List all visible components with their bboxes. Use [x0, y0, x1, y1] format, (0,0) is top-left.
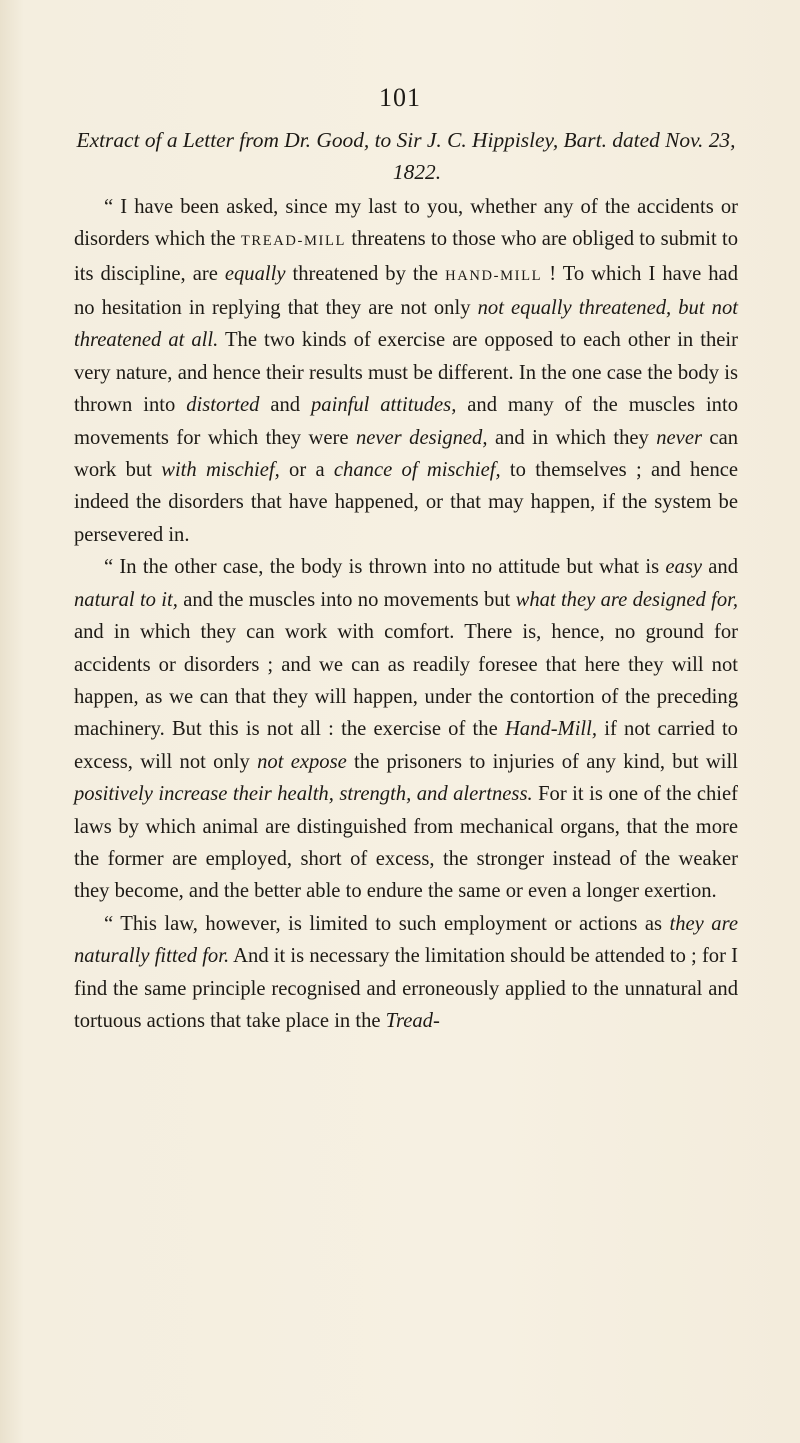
- text-run: threatened by the: [285, 262, 446, 285]
- text-run: “ I have been asked, since my last to you, whether any of the accidents or disorders which the: [74, 195, 738, 251]
- text-run: and in which they: [487, 426, 657, 449]
- text-run: and: [259, 394, 311, 417]
- text-run: and many of the muscles into movements for which they were: [74, 394, 738, 449]
- italic-run: not equally threatened, but not threatened at all.: [74, 297, 738, 352]
- text-run: or a: [279, 459, 334, 482]
- text-run: to themselves ; and hence indeed the disorders that have happened, or that may happen, if the system be persevered in.: [74, 459, 739, 546]
- italic-run: Hand-Mill,: [504, 718, 598, 741]
- italic-run: painful attitudes,: [311, 394, 457, 417]
- text-run: threatens to those who are obliged to submit to its discipline, are: [74, 228, 738, 285]
- italic-run: natural to it,: [74, 588, 178, 611]
- italic-run: easy: [665, 556, 702, 579]
- text-run: “ This law, however, is limited to such employment or actions as: [104, 912, 670, 935]
- page-body: [74, 124, 738, 1037]
- text-run: and: [701, 556, 738, 579]
- italic-run: they are naturally fitted for.: [74, 912, 738, 968]
- text-run: can work but: [74, 426, 739, 482]
- italic-run: never designed,: [355, 426, 488, 449]
- paragraph-2: [74, 551, 738, 907]
- text-run: And it is necessary the limitation should be attended to ; for I find the same principle recognised and erroneously applied to the unnatural and tortuous actions that take place in the: [74, 945, 739, 1032]
- italic-run: never: [656, 426, 702, 449]
- italic-run: what they are designed for,: [515, 588, 739, 611]
- letter-heading: Extract of a Letter from Dr. Good, to Sir J. C. Hippisley, Bart. dated Nov. 23, 1822.: [76, 128, 736, 185]
- italic-run: equally: [224, 262, 286, 285]
- italic-run: chance of mischief,: [333, 459, 501, 482]
- page-number: 101: [379, 83, 421, 112]
- text-run: ! To which I have had no hesitation in replying that they are not only: [74, 262, 738, 320]
- italic-run: with mischief,: [161, 459, 280, 482]
- small-caps-run: TREAD-MILL: [240, 233, 347, 250]
- italic-run: positively increase their health, strength, and alertness.: [74, 783, 533, 806]
- small-caps-run: HAND-MILL: [445, 267, 543, 284]
- text-run: For it is one of the chief laws by which animal are distinguished from mechanical organs, that the more the former are employed, short of excess, the stronger instead of the weaker they become, and the better able to endure the same or even a longer exertion.: [74, 783, 738, 903]
- text-run: and in which they can work with comfort. There is, hence, no ground for accidents or disorders ; and we can as readily foresee that here they will not happen, as we can that they will happen, under the contortion of the preceding machinery. But this is not all : the exercise of the: [74, 621, 738, 741]
- text-run: the prisoners to injuries of any kind, but will: [346, 750, 738, 773]
- italic-run: Tread-: [385, 1009, 440, 1032]
- italic-run: distorted: [186, 394, 260, 417]
- text-run: if not carried to excess, will not only: [74, 718, 738, 773]
- paragraph-3: [74, 908, 738, 1038]
- paragraph-1: [74, 191, 738, 551]
- text-run: The two kinds of exercise are opposed to each other in their very nature, and hence their results must be different. In the one case the body is thrown into: [74, 329, 738, 417]
- italic-run: not expose: [257, 750, 347, 773]
- text-run: and the muscles into no movements but: [177, 588, 516, 611]
- text-run: “ In the other case, the body is thrown into no attitude but what is: [104, 556, 666, 579]
